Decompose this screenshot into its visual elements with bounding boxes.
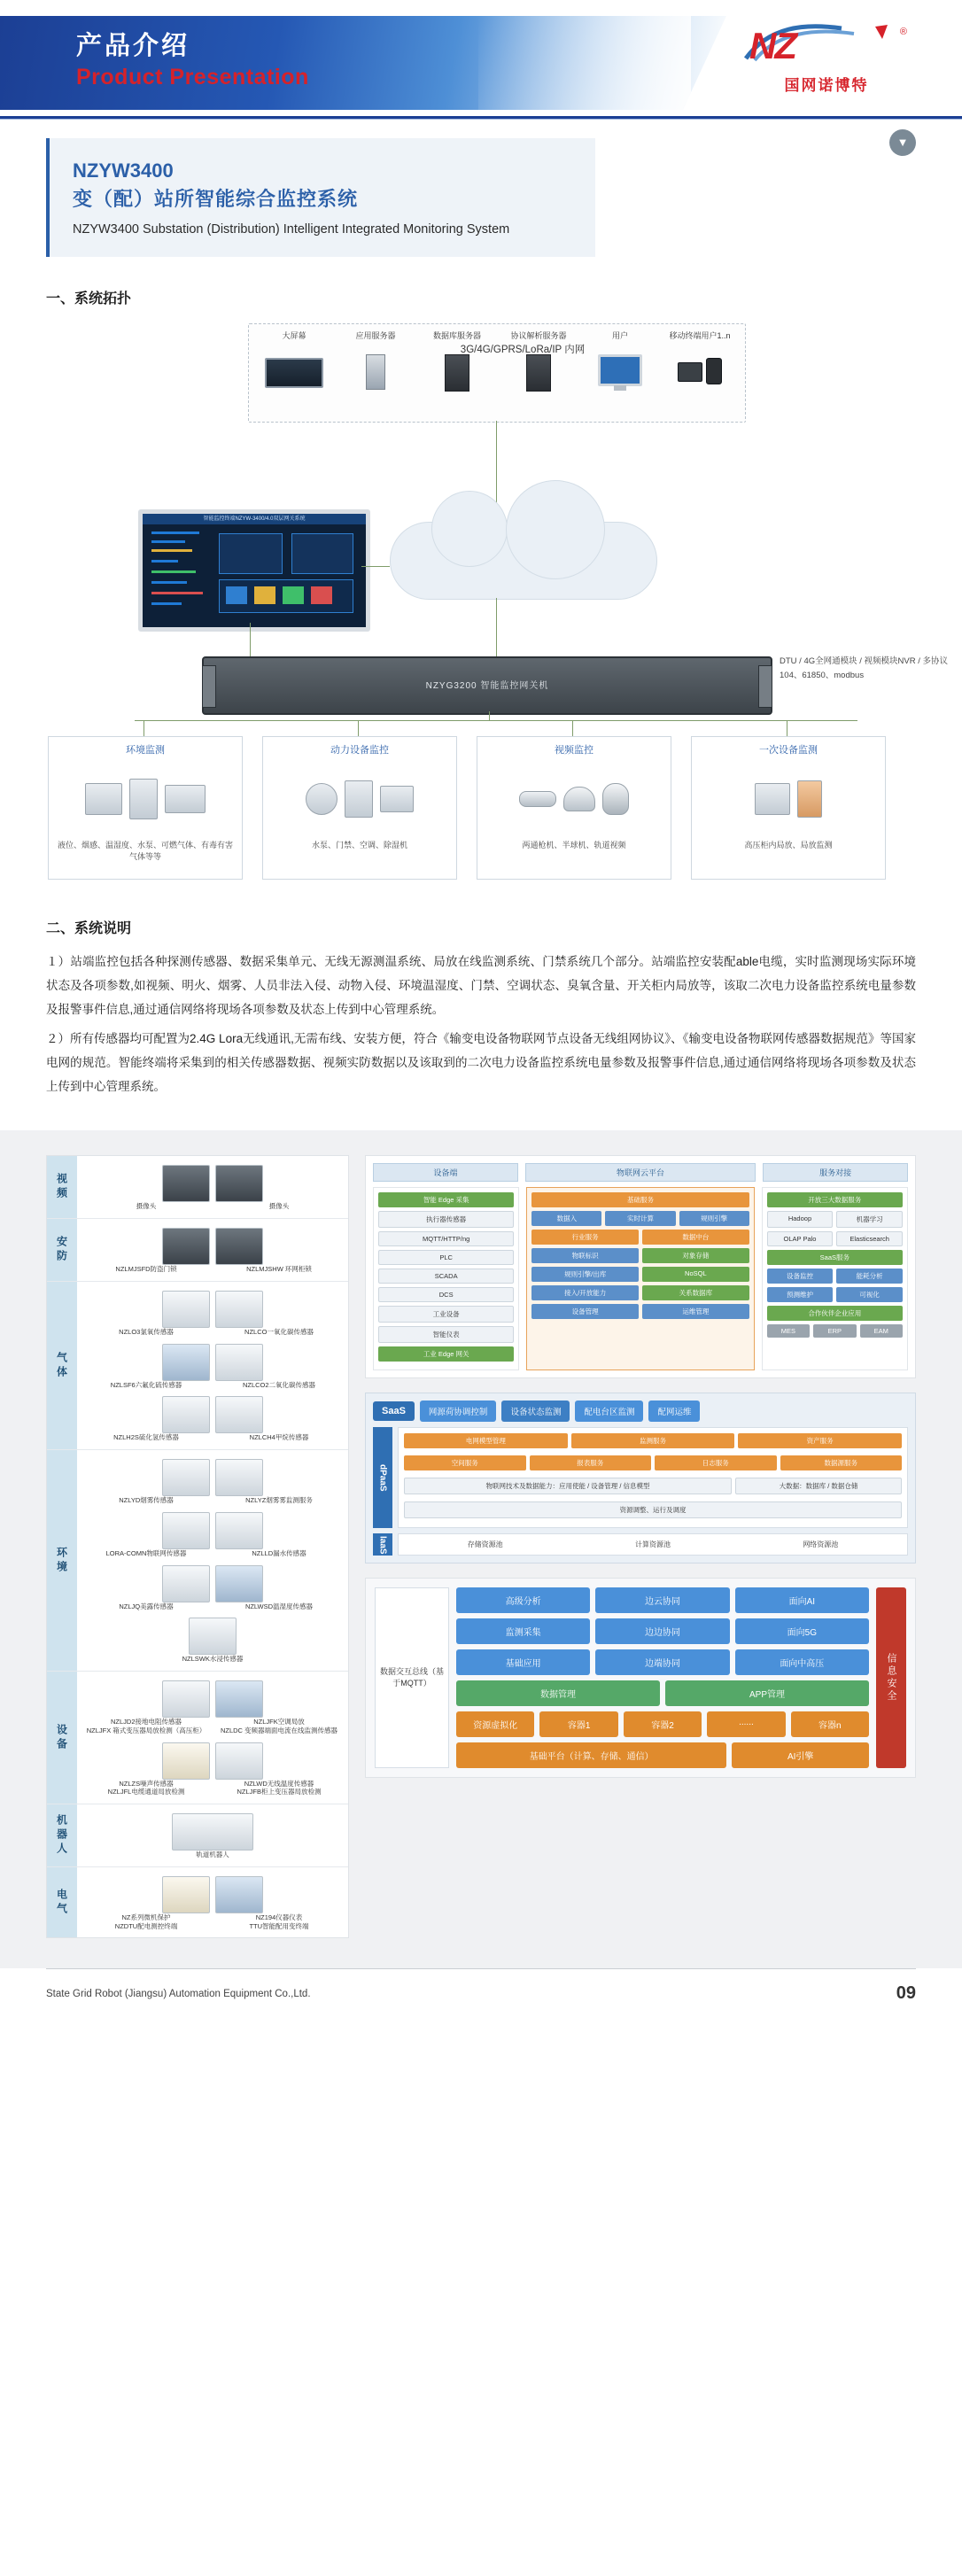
db-server-icon: [445, 354, 469, 392]
chip-log-service: 日志服务: [655, 1455, 777, 1470]
gateway-note: DTU / 4G全网通模块 / 视频模块NVR / 多协议 104、61850、modbus: [780, 656, 949, 680]
box-edge-edge: 边边协同: [595, 1618, 729, 1644]
chip-actuator-sensor: 执行器传感器: [378, 1211, 514, 1228]
device-model: NZLO3氯氧传感器: [119, 1327, 174, 1336]
node-label: 用户: [611, 331, 628, 341]
iaas-compute-pool: 计算资源池: [634, 1540, 671, 1549]
box-monitor-collect: 监测采集: [456, 1618, 590, 1644]
chip-resource-schedule: 资源调整、运行及调度: [404, 1501, 902, 1518]
smoke-sensor-icon: [215, 1459, 263, 1496]
sensor-icon: [162, 1291, 210, 1328]
box-cloud-edge: 边云协同: [595, 1587, 729, 1613]
title-partner-apps: 合作伙伴企业应用: [767, 1306, 903, 1321]
topology-node-app-server: [337, 331, 414, 390]
chip-ml: 机器学习: [836, 1211, 903, 1228]
chip-grid-model: 电网模型管理: [404, 1433, 568, 1448]
device-model: NZLJQ美露传感器: [119, 1602, 174, 1610]
iaas-label: IaaS: [373, 1533, 392, 1556]
rail-robot-icon: [172, 1813, 253, 1851]
pill-grid-ops: 配网运维: [648, 1401, 700, 1422]
topology-node-mobile: [662, 331, 738, 384]
partial-discharge-sensor-icon: [215, 1680, 263, 1718]
chip-industrial-device: 工业设备: [378, 1306, 514, 1323]
lane-head-device: 设备端: [373, 1163, 518, 1182]
page-footer: [46, 1968, 916, 2028]
meter-icon: [215, 1876, 263, 1913]
gateway-label: NZYG3200 智能监控网关机: [425, 681, 549, 692]
logo-company-cn: 国网诺博特: [784, 77, 869, 94]
footer-company: State Grid Robot (Jiangsu) Automation Equipment Co.,Ltd.: [46, 1989, 311, 2000]
catalog-row-gas: [47, 1282, 348, 1450]
device-model: TTU智能配用变终端: [249, 1921, 309, 1930]
chip-space-service: 空间服务: [404, 1455, 526, 1470]
header-title-en: Product Presentation: [76, 65, 309, 90]
iaas-storage-pool: 存储资源池: [467, 1540, 503, 1549]
chip-scada: SCADA: [378, 1269, 514, 1284]
card-caption: 水泵、门禁、空调、除湿机: [311, 841, 407, 850]
box-resource-virtualization: 资源虚拟化: [456, 1711, 534, 1737]
card-title: 动力设备监控: [330, 745, 389, 757]
box-basic-app: 基础应用: [456, 1649, 590, 1675]
device-model: NZLH2S硫化氢传感器: [113, 1433, 179, 1442]
information-security-label: 信息安全: [876, 1587, 906, 1768]
chip-device-monitor: 设备监控: [767, 1269, 834, 1284]
device-model: NZDTU配电测控终端: [114, 1921, 178, 1930]
box-container-n: 容器n: [791, 1711, 869, 1737]
device-model: NZLCH4甲烷传感器: [249, 1433, 309, 1442]
chip-edge-gateway: 工业 Edge 网关: [378, 1346, 514, 1362]
protocol-server-icon: [526, 354, 551, 392]
door-lock-icon: [162, 1228, 210, 1265]
chip-olap: OLAP Palo: [767, 1231, 834, 1246]
iaas-network-pool: 网络资源池: [803, 1540, 839, 1549]
chip-nosql: NoSQL: [642, 1267, 749, 1282]
camera-icon: [215, 1165, 263, 1202]
card-title: 视频监控: [555, 745, 593, 757]
sensor-icon: [215, 1344, 263, 1381]
card-title: 环境监测: [126, 745, 165, 757]
device-model: 轨道机器人: [196, 1851, 229, 1859]
logo-letters: NZ: [749, 25, 795, 66]
catalog-row-environment: [47, 1450, 348, 1672]
company-logo: [733, 23, 919, 95]
lane-cloud-platform: [526, 1187, 754, 1370]
chip-device-manage: 设备管理: [531, 1304, 639, 1319]
cabinet-lock-icon: [215, 1228, 263, 1265]
device-model: NZLSF6六氟化硫传感器: [110, 1380, 182, 1389]
catalog-category-label: 电气: [47, 1867, 77, 1938]
box-container-ellipsis: ......: [707, 1711, 785, 1737]
chip-ops-manage: 运维管理: [642, 1304, 749, 1319]
device-model: NZ194仪器仪表: [255, 1913, 303, 1921]
device-model: LORA-COMN物联网传感器: [105, 1548, 187, 1557]
device-model: NZLZS噪声传感器: [119, 1779, 174, 1788]
chip-bigdata: 大数据：数据库 / 数据仓储: [735, 1478, 902, 1494]
logo-trademark: ®: [899, 27, 907, 37]
card-title: 一次设备监测: [759, 745, 818, 757]
card-power-equipment: [262, 736, 457, 880]
card-images: [263, 758, 456, 840]
bullet-camera-icon: [519, 791, 556, 807]
iaas-body: [398, 1533, 908, 1556]
lane-head-cloud: 物联网云平台: [525, 1163, 756, 1182]
box-ai: 面向AI: [735, 1587, 869, 1613]
chip-mes: MES: [767, 1324, 810, 1338]
catalog-category-label: 安防: [47, 1219, 77, 1281]
sensor-icon: [215, 1291, 263, 1328]
chip-energy-analysis: 能耗分析: [836, 1269, 903, 1284]
gateway-device: [202, 656, 772, 715]
smoke-sensor-icon: [162, 1459, 210, 1496]
box-5g: 面向5G: [735, 1618, 869, 1644]
catalog-category-label: 气体: [47, 1282, 77, 1449]
box-data-management: 数据管理: [456, 1680, 660, 1706]
header-title-cn: 产品介绍: [76, 32, 190, 60]
catalog-row-electrical: [47, 1867, 348, 1938]
hmi-title: 智能监控终端NZYW-3400/4.0双层网关系统: [143, 514, 366, 524]
architecture-diagrams: [365, 1155, 916, 1938]
box-container-2: 容器2: [624, 1711, 702, 1737]
chip-data-in: 数据入: [531, 1211, 601, 1226]
chip-report-service: 报表服务: [530, 1455, 652, 1470]
box-edge-terminal: 边端协同: [595, 1649, 729, 1675]
link-cloud-gateway: [496, 598, 497, 656]
catalog-row-security: [47, 1219, 348, 1282]
card-caption: 高压柜内局放、局放监测: [744, 841, 833, 850]
page-number: 09: [896, 1983, 916, 2004]
relay-protection-icon: [162, 1876, 210, 1913]
product-title-box: [46, 138, 595, 257]
topology-node-protocol-server: [500, 331, 577, 392]
device-model: NZLCO2二氧化碳传感器: [242, 1380, 316, 1389]
device-model: NZ系列微机保护: [121, 1913, 171, 1921]
card-caption: 两通枪机、半球机、轨道视频: [522, 841, 626, 850]
arch-stack: [456, 1587, 869, 1768]
device-catalog: [46, 1155, 349, 1938]
network-cloud: [390, 522, 657, 600]
drop-3: [572, 720, 573, 736]
device-label: 摄像头: [136, 1202, 157, 1211]
chip-realtime-compute: 实时计算: [605, 1211, 675, 1226]
topology-node-db-server: [419, 331, 495, 392]
page-header: [0, 0, 962, 133]
temp-humidity-sensor-icon: [215, 1565, 263, 1602]
chip-erp: ERP: [813, 1324, 856, 1338]
box-app-management: APP管理: [665, 1680, 869, 1706]
edge-architecture-diagram: [365, 1578, 916, 1778]
device-model: NZLMJSHW 环网柜锁: [246, 1265, 312, 1274]
sensor-icon: [162, 1344, 210, 1381]
chip-rdbms: 关系数据库: [642, 1285, 749, 1300]
topology-diagram: [46, 320, 949, 887]
device-model: NZLMJSFD防盗门锁: [115, 1265, 177, 1274]
catalog-category-label: 环境: [47, 1450, 77, 1671]
catalog-row-video: [47, 1156, 348, 1219]
title-saas-service: SaaS服务: [767, 1250, 903, 1265]
sensor-icon: [162, 1396, 210, 1433]
card-primary-equipment: [691, 736, 886, 880]
device-model: NZLWD无线温度传感器: [244, 1779, 314, 1788]
group-title-basic: 基础服务: [531, 1192, 749, 1207]
sensor-icon: [215, 1396, 263, 1433]
lane-device: [373, 1187, 519, 1370]
bus-line: [135, 720, 857, 721]
product-name-cn: 变（配）站所智能综合监控系统: [73, 187, 359, 210]
device-model: NZLCO一氧化碳传感器: [244, 1327, 314, 1336]
pill-device-status: 设备状态监测: [501, 1401, 570, 1422]
device-model: NZLJFX 箱式变压器局放检测（高压柜）: [86, 1726, 206, 1734]
card-video: [477, 736, 671, 880]
noise-sensor-icon: [162, 1742, 210, 1780]
product-gallery-panel: [0, 1130, 962, 1968]
saas-label: SaaS: [373, 1401, 415, 1421]
chip-smart-meter: 智能仪表: [378, 1326, 514, 1343]
chip-rule-engine: 规则引擎: [679, 1211, 749, 1226]
device-model: NZLSWK水浸传感器: [182, 1655, 244, 1664]
chip-hadoop: Hadoop: [767, 1211, 834, 1228]
dome-camera-icon: [563, 787, 595, 811]
chip-rule-store: 规则引擎/出库: [531, 1267, 639, 1282]
device-model: NZLJD2接地电阻传感器: [110, 1718, 182, 1726]
title-open-data-service: 开放三大数据服务: [767, 1192, 903, 1207]
header-rule: [0, 116, 962, 119]
link-gateway-bus: [489, 711, 490, 720]
mobile-user-icon: [662, 358, 738, 384]
chip-iot-id: 物联标识: [531, 1248, 639, 1263]
link-hmi-cloud: [361, 566, 390, 567]
description-paragraph-1: １）站端监控包括各种探测传感器、数据采集单元、无线无源测温系统、局放在线监测系统、门禁系统几个部分。站端监控安装配able电缆，实时监测现场实际环境状态及各项参数,如视频、明火、烟雾、人员非法入侵、动物入侵、环境温湿度、门禁、空调状态、臭氧含量、开关柜内局放等，该取二次电力设备监控系统电量参数及报警事件信息,通过通信网络将现场各项参数及状态上传到中心管理系统。: [46, 955, 916, 1017]
device-model: NZLLD漏水传感器: [252, 1548, 306, 1557]
chip-elasticsearch: Elasticsearch: [836, 1231, 903, 1246]
ptz-camera-icon: [602, 783, 629, 815]
node-label: 大屏幕: [282, 331, 306, 341]
chip-access-open: 接入/开放能力: [531, 1285, 639, 1300]
card-images: [49, 758, 242, 840]
device-model: NZLJFL电缆通道局放检测: [107, 1788, 185, 1796]
lane-service: [762, 1187, 908, 1370]
device-model: NZLYZ烟雾雾监测服务: [245, 1496, 313, 1505]
app-server-icon: [366, 354, 385, 390]
card-images: [692, 758, 885, 840]
device-model: NZLJFK空调局放: [253, 1718, 305, 1726]
catalog-row-robot: [47, 1804, 348, 1867]
product-title-section: [46, 138, 916, 257]
logo-mark: [733, 23, 919, 71]
hmi-mimic: [143, 524, 366, 622]
device-model: NZLYD烟雾传感器: [119, 1496, 174, 1505]
large-screen-icon: [265, 358, 323, 388]
chip-predictive-maint: 预测维护: [767, 1287, 834, 1302]
chip-dcs: DCS: [378, 1287, 514, 1302]
card-environment: [48, 736, 243, 880]
dew-sensor-icon: [162, 1565, 210, 1602]
product-name-en: NZYW3400 Substation (Distribution) Intelligent Integrated Monitoring System: [73, 221, 510, 237]
hmi-screen: [138, 509, 370, 632]
catalog-category-label: 视频: [47, 1156, 77, 1218]
platform-layers-diagram: [365, 1393, 916, 1563]
node-label: 协议解析服务器: [510, 331, 567, 341]
chip-asset-service: 资产服务: [738, 1433, 902, 1448]
iot-platform-diagram: [365, 1155, 916, 1378]
ground-resistance-sensor-icon: [162, 1680, 210, 1718]
pill-distribution-area: 配电台区监测: [575, 1401, 643, 1422]
dpaas-label: dPaaS: [373, 1427, 392, 1528]
chip-mqtt: MQTT/HTTP/ng: [378, 1231, 514, 1246]
device-model: NZLDC 变频器端面电流在线监测传感器: [220, 1726, 338, 1734]
box-ai-engine: AI引擎: [732, 1742, 869, 1768]
chip-object-storage: 对象存储: [642, 1248, 749, 1263]
pill-grid-coordination: 网源荷协调控制: [420, 1401, 497, 1422]
topology-top-row: [248, 323, 746, 423]
chip-visualization: 可视化: [836, 1287, 903, 1302]
link-top-to-cloud: [496, 421, 497, 506]
description-paragraph-2: ２）所有传感器均可配置为2.4G Lora无线通讯,无需布线、安装方便，符合《输变电设备物联网节点设备无线组网协议》、《输变电设备物联网传感器数据规范》等国家电网的规范。智能终端将采集到的相关传感器数据、视频实防数据以及该取到的二次电力设备监控系统电量参数及报警事件信息,通过通信网络将现场各项参数及状态上传到中心管理系统。: [46, 1032, 916, 1094]
user-pc-icon: [598, 354, 642, 386]
chip-iot-capability: 物联网技术及数据能力：应用使能 / 设备管理 / 信息模型: [404, 1478, 732, 1494]
product-model: NZYW3400: [73, 159, 174, 182]
description-heading: 二、系统说明: [46, 921, 132, 937]
card-images: [477, 758, 671, 840]
data-bus-label: 数据交互总线（基于MQTT）: [375, 1587, 449, 1768]
leak-sensor-icon: [215, 1512, 263, 1549]
group-title-industry: 行业服务: [531, 1230, 639, 1245]
topology-heading: 一、系统拓扑: [46, 291, 132, 307]
topology-node-user: [582, 331, 658, 386]
link-hmi-gateway: [250, 623, 251, 656]
device-model: NZLJFB柜上变压器局放检测: [237, 1788, 322, 1796]
device-label: 摄像头: [268, 1202, 290, 1211]
box-mv-hv: 面向中高压: [735, 1649, 869, 1675]
lane-head-service: 服务对接: [763, 1163, 908, 1182]
catalog-category-label: 设备: [47, 1672, 77, 1804]
card-caption: 液位、烟感、温湿度、水泵、可燃气体、有毒有害气体等等: [57, 841, 233, 862]
chip-edge-collect: 智能 Edge 采集: [378, 1192, 514, 1207]
node-label: 数据库服务器: [432, 331, 481, 341]
box-container-1: 容器1: [539, 1711, 617, 1737]
box-advanced-analysis: 高级分析: [456, 1587, 590, 1613]
water-sensor-icon: [189, 1618, 237, 1655]
chip-monitor-service: 监测服务: [571, 1433, 735, 1448]
node-label: 应用服务器: [355, 331, 396, 341]
topology-node-screen: [256, 331, 332, 388]
camera-icon: [162, 1165, 210, 1202]
chip-eam: EAM: [860, 1324, 903, 1338]
chip-plc: PLC: [378, 1250, 514, 1265]
lora-node-icon: [162, 1512, 210, 1549]
box-base-platform: 基础平台（计算、存储、通信）: [456, 1742, 726, 1768]
header-title-group: [76, 30, 309, 90]
dpaas-body: [398, 1427, 908, 1528]
cloud-label: 3G/4G/GPRS/LoRa/IP 内网: [460, 345, 586, 356]
description-body: [46, 950, 916, 1098]
group-title-data: 数据中台: [642, 1230, 749, 1245]
catalog-row-equipment: [47, 1672, 348, 1804]
chip-datasource-service: 数据源服务: [780, 1455, 903, 1470]
device-model: NZLWSD温湿度传感器: [244, 1602, 314, 1610]
drop-2: [358, 720, 359, 736]
catalog-category-label: 机器人: [47, 1804, 77, 1866]
chevron-down-icon[interactable]: ▼: [889, 129, 916, 156]
wireless-temp-sensor-icon: [215, 1742, 263, 1780]
node-label: 移动终端用户1..n: [669, 331, 731, 341]
